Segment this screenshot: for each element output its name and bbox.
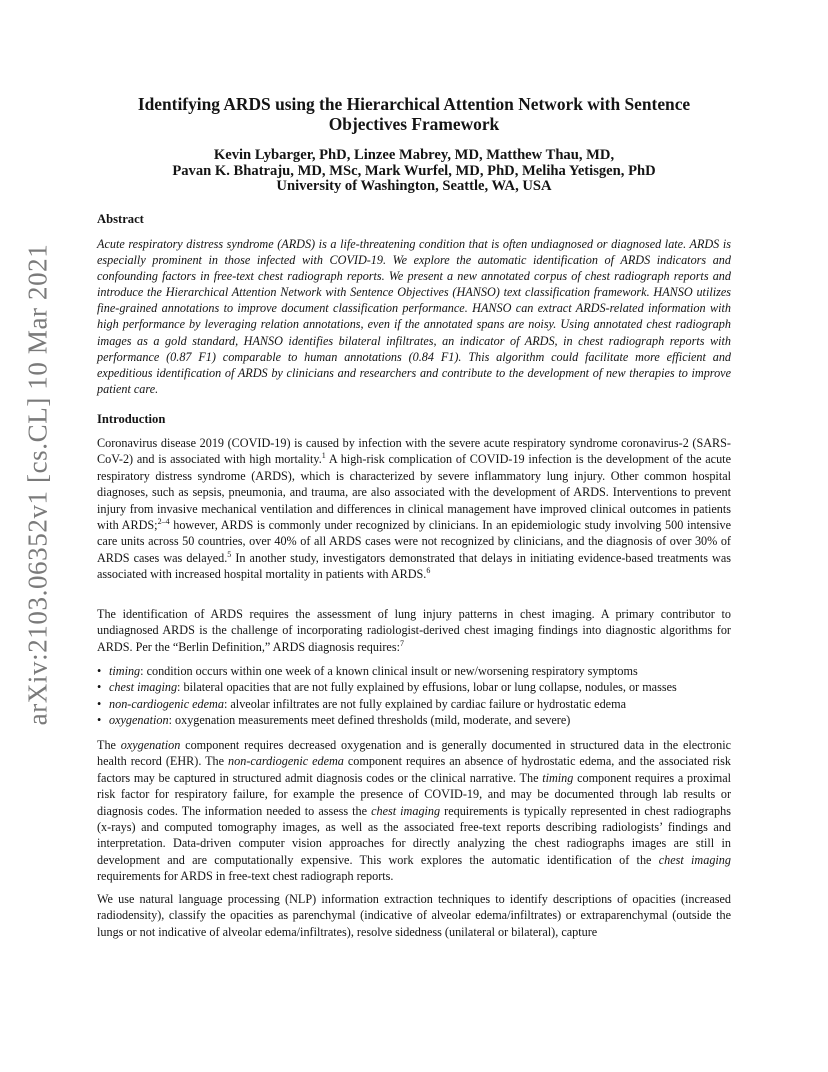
author-line-2: Pavan K. Bhatraju, MD, MSc, Mark Wurfel, MD, PhD, Meliha Yetisgen, PhD	[172, 162, 656, 179]
arxiv-identifier-text: arXiv:2103.06352v1 [cs.CL] 10 Mar 2021	[22, 243, 53, 725]
berlin-definition-list	[97, 663, 731, 729]
abstract-heading: Abstract	[97, 212, 144, 226]
introduction-heading: Introduction	[97, 412, 166, 426]
author-block	[97, 148, 731, 195]
citation-ref: 5	[227, 549, 232, 559]
arxiv-identifier-stamp	[18, 243, 58, 725]
author-affiliation: University of Washington, Seattle, WA, USA	[276, 178, 552, 195]
paper-title: Identifying ARDS using the Hierarchical Attention Network with Sentence Objectives Framework	[137, 94, 691, 134]
citation-ref: 6	[426, 566, 431, 576]
intro-paragraph-1: Coronavirus disease 2019 (COVID-19) is caused by infection with the severe acute respiratory syndrome coronavirus-2 (SARS-CoV-2) and is associated with high mortality.$^1$ A high-risk complication of COVID-19 infection is the development of the acute respiratory distress syndrome (ARDS), which is characterized by severe inflammatory lung injury. Other common hospital diagnoses, such as sepsis, pneumonia, and trauma, are also associated with the development of ARDS. Interventions to prevent injury from invasive mechanical ventilation and differences in clinical management have improved clinical outcomes in patients with ARDS;$^{2-4}$ however, ARDS is commonly under recognized by clinicians. In an epidemiologic study involving 500 intensive care units across 50 countries, over 40% of all ARDS cases were not recognized by clinicians, and the diagnosis of over 30% of ARDS cases was delayed.$^5$ In another study, investigators demonstrated that delays in initiating evidence-based treatments was associated with increased hospital mortality in patients with ARDS.$^6$	[97, 436, 731, 582]
abstract-text: Acute respiratory distress syndrome (ARDS) is a life-threatening condition that is often undiagnosed or diagnosed late. ARDS is especially prominent in those infected with COVID-19. We explore the automatic identification of ARDS indicators and confounding factors in free-text chest radiograph reports. We present a new annotated corpus of chest radiograph reports and introduce the Hierarchical Attention Network with Sentence Objectives (HANSO) text classification framework. HANSO utilizes fine-grained annotations to improve document classification performance. HANSO can extract ARDS-related information with high performance by leveraging relation annotations, even if the annotated spans are noisy. Using annotated chest radiograph images as a gold standard, HANSO identifies bilateral infiltrates, an indicator of ARDS, in chest radiograph reports with performance (0.87 F1) comparable to human annotations (0.84 F1). This algorithm could facilitate more efficient and expeditious identification of ARDS by clinicians and researchers and contribute to the development of new therapies to improve patient care.	[97, 237, 731, 396]
citation-ref: 2–4	[157, 516, 170, 526]
list-item: • non-cardiogenic edema: alveolar infiltrates are not fully explained by cardiac failure or hydrostatic edema	[97, 696, 731, 712]
list-item: • chest imaging: bilateral opacities that are not fully explained by effusions, lobar or lung collapse, nodules, or masses	[97, 679, 731, 695]
author-line-1: Kevin Lybarger, PhD, Linzee Mabrey, MD, Matthew Thau, MD,	[213, 147, 615, 163]
intro-paragraph-2: The identification of ARDS requires the assessment of lung injury patterns in chest imaging. A primary contributor to undiagnosed ARDS is the challenge of incorporating radiologist-derived chest imaging findings into diagnostic algorithms for ARDS. Per the “Berlin Definition,” ARDS diagnosis requires:$^7$	[97, 607, 731, 654]
citation-ref: 1	[321, 451, 326, 461]
list-item: • timing: condition occurs within one week of a known clinical insult or new/worsening respiratory symptoms	[97, 663, 731, 679]
intro-paragraph-3: The oxygenation component requires decreased oxygenation and is generally documented in structured data in the electronic health record (EHR). The non-cardiogenic edema component requires an absence of hydrostatic edema, and the associated risk factors may be captured in structured admit diagnosis codes or the clinical narrative. The timing component requires a proximal risk factor for respiratory failure, for example the presence of COVID-19, and may be documented through lab results or diagnosis codes. The information needed to assess the chest imaging requirements is typically represented in chest radiographs (x-rays) and computed tomography images, as well as the associated free-text reports describing radiologists’ findings and interpretation. Data-driven computer vision approaches for directly analyzing the chest radiographs images are still in development and are computationally expensive. This work explores the automatic identification of the chest imaging requirements for ARDS in free-text chest radiograph reports.	[97, 738, 731, 884]
list-item: • oxygenation: oxygenation measurements meet defined thresholds (mild, moderate, and severe)	[97, 712, 731, 728]
citation-ref: 7	[399, 638, 404, 648]
intro-paragraph-4: We use natural language processing (NLP) information extraction techniques to identify descriptions of opacities (increased radiodensity), classify the opacities as parenchymal (indicative of alveolar edema/infiltrates) or extraparenchymal (outside the lungs or not indicative of alveolar edema/infiltrates), resolve sidedness (unilateral or bilateral), capture	[97, 892, 731, 939]
